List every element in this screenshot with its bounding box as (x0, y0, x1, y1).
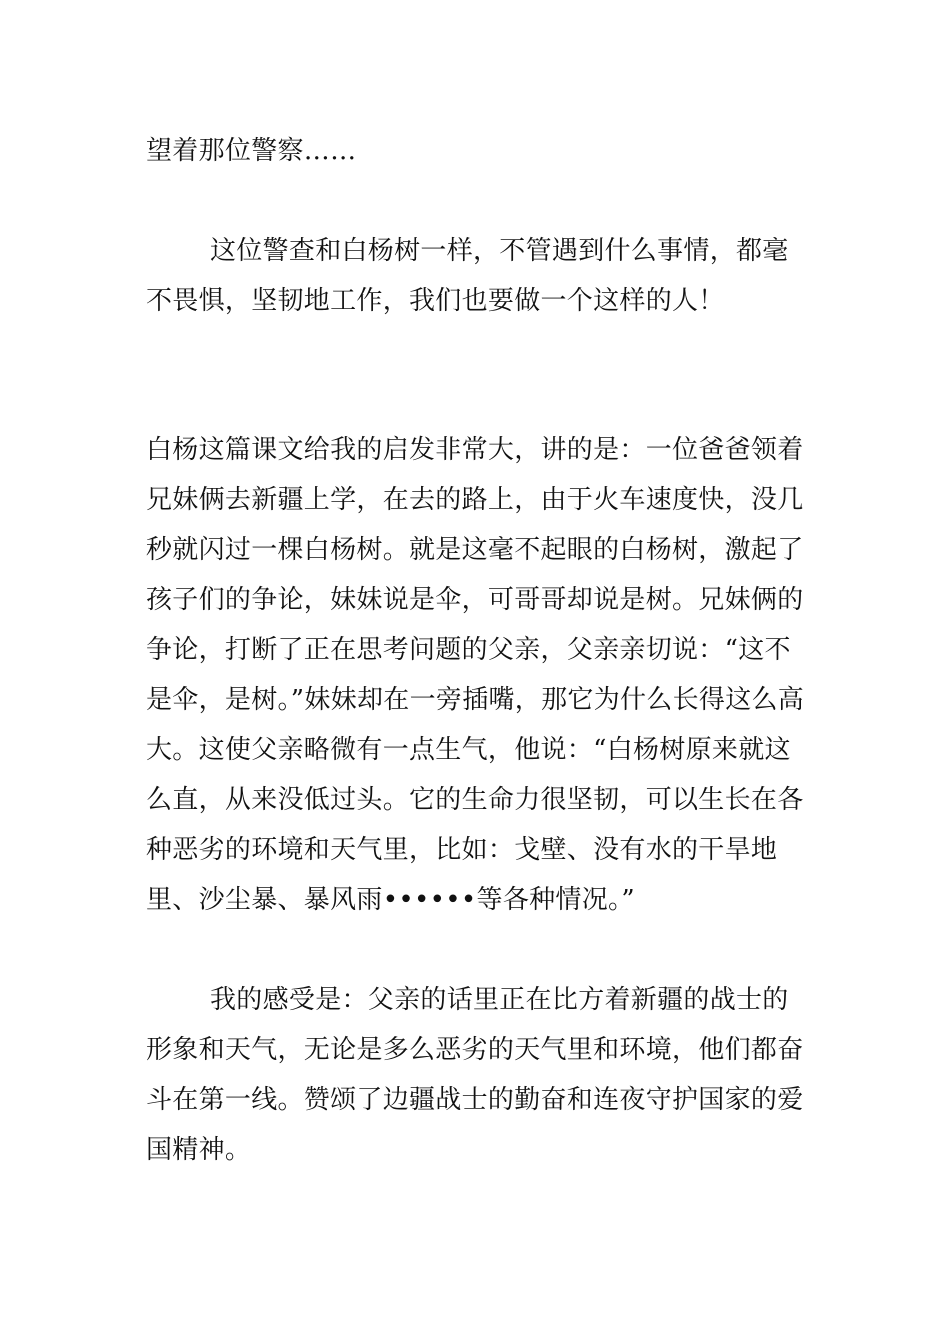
paragraph-continuation: 望着那位警察…… (146, 136, 357, 166)
paragraph-reflection-police: 这位警查和白杨树一样，不管遇到什么事情，都毫不畏惧，坚韧地工作，我们也要做一个这样的人！ (146, 236, 789, 316)
paragraph-feelings: 我的感受是：父亲的话里正在比方着新疆的战士的形象和天气，无论是多么恶劣的天气里和环境，他们都奋斗在第一线。赞颂了边疆战士的勤奋和连夜守护国家的爱国精神。 (146, 985, 804, 1165)
paragraph-story-summary: 白杨这篇课文给我的启发非常大，讲的是：一位爸爸领着兄妹俩去新疆上学，在去的路上，由于火车速度快，没几秒就闪过一棵白杨树。就是这毫不起眼的白杨树，激起了孩子们的争论，妹妹说是伞，可哥哥却说是树。兄妹俩的争论，打断了正在思考问题的父亲，父亲亲切说：“这不是伞，是树。”妹妹却在一旁插嘴，那它为什么长得这么高大。这使父亲略微有一点生气，他说：“白杨树原来就这么直，从来没低过头。它的生命力很坚韧，可以生长在各种恶劣的环境和天气里，比如：戈壁、没有水的干旱地里、沙尘暴、暴风雨••••••等各种情况。” (146, 435, 805, 915)
